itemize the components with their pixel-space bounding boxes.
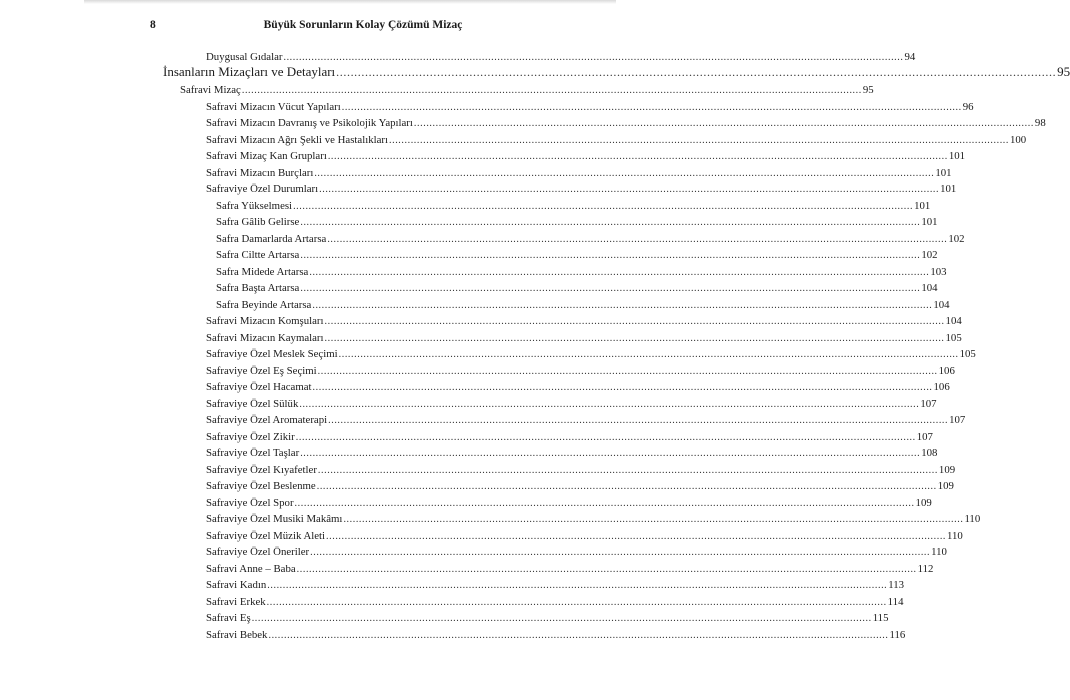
toc-entry-title: Safravi Mizacın Kaymaları [206, 331, 324, 344]
toc-entry [206, 478, 954, 495]
dot-leader: ........................................................................................................................................................................................................ [283, 52, 904, 63]
toc-entry [216, 264, 947, 281]
toc-entry [206, 396, 937, 413]
toc-entry [206, 330, 962, 347]
toc-entry-page: 102 [948, 232, 965, 245]
dot-leader: ........................................................................................................................................................................................................ [341, 101, 962, 113]
dot-leader: ........................................................................................................................................................................................................ [324, 316, 945, 327]
dot-leader: ........................................................................................................................................................................................................ [327, 233, 948, 245]
toc-entry-title: Safraviye Özel Öneriler [206, 546, 310, 558]
toc-entry-page: 106 [938, 364, 955, 377]
toc-entry-page: 103 [930, 265, 947, 278]
toc-entry-page: 95 [1057, 63, 1070, 79]
toc-entry-title: Safravi Mizaç Kan Grupları [206, 150, 327, 162]
toc-entry-page: 112 [917, 562, 934, 575]
dot-leader: ........................................................................................................................................................................................................ [294, 497, 915, 509]
toc-entry-title: Safravi Mizacın Davranış ve Psikolojik Yapıları [206, 117, 413, 129]
toc-entry-page: 110 [947, 529, 963, 542]
toc-entry [206, 363, 955, 380]
toc-entry-title: Safra Midede Artarsa [216, 265, 309, 278]
dot-leader: ........................................................................................................................................................................................................ [310, 547, 931, 558]
toc-entry [206, 313, 962, 330]
toc-entry-page: 107 [916, 430, 933, 443]
toc-entry [206, 99, 974, 116]
toc-entry-title: Safraviye Özel Zikir [206, 430, 295, 443]
toc-entry-page: 109 [915, 496, 932, 509]
toc-entry-page: 101 [914, 199, 931, 212]
toc-entry-page: 105 [959, 348, 976, 360]
dot-leader: ........................................................................................................................................................................................................ [267, 580, 888, 591]
toc-entry-page: 96 [962, 100, 974, 113]
toc-entry-title: Safraviye Özel Taşlar [206, 447, 300, 459]
toc-entry-title: Safravi Mizacın Komşuları [206, 315, 324, 327]
toc-entry-page: 107 [920, 397, 937, 410]
page-header [0, 16, 700, 36]
dot-leader: ........................................................................................................................................................................................................ [338, 349, 959, 360]
toc-entry-page: 109 [937, 480, 954, 492]
dot-leader: ........................................................................................................................................................................................................ [336, 64, 1057, 79]
toc-entry-title: Safra Damarlarda Artarsa [216, 232, 327, 245]
dot-leader: ........................................................................................................................................................................................................ [293, 200, 914, 212]
dot-leader: ........................................................................................................................................................................................................ [266, 596, 887, 608]
toc-entry-page: 98 [1034, 117, 1046, 129]
toc-entry-page: 110 [964, 513, 981, 525]
toc-entry-page: 114 [887, 595, 904, 608]
toc-entry [216, 280, 938, 297]
toc-entry [216, 247, 938, 264]
dot-leader: ........................................................................................................................................................................................................ [300, 217, 921, 228]
toc-entry-title: Safravi Mizacın Vücut Yapıları [206, 100, 341, 113]
toc-entry-title: Safraviye Özel Sülük [206, 397, 299, 410]
toc-entry [206, 528, 963, 545]
toc-entry-page: 100 [1010, 133, 1027, 146]
page-edge [84, 0, 616, 4]
toc-entry-title: Safra Gâlib Gelirse [216, 216, 300, 228]
toc-entry-title: Safraviye Özel Meslek Seçimi [206, 348, 338, 360]
toc-entry-title: Safra Beyinde Artarsa [216, 298, 312, 311]
toc-entry [206, 445, 938, 462]
toc-entry [206, 165, 952, 182]
dot-leader: ........................................................................................................................................................................................................ [317, 365, 938, 377]
dot-leader: ........................................................................................................................................................................................................ [328, 415, 949, 426]
toc-entry-title: İnsanların Mizaçları ve Detayları [163, 63, 336, 79]
toc-entry [180, 82, 874, 99]
dot-leader: ........................................................................................................................................................................................................ [309, 266, 930, 278]
toc-entry-title: Safra Ciltte Artarsa [216, 249, 300, 261]
toc-entry-page: 104 [933, 298, 950, 311]
toc-entry-page: 108 [921, 447, 938, 459]
dot-leader: ........................................................................................................................................................................................................ [268, 629, 889, 641]
dot-leader: ........................................................................................................................................................................................................ [327, 151, 948, 162]
dot-leader: ........................................................................................................................................................................................................ [314, 167, 935, 179]
toc-entry [163, 63, 1070, 81]
toc-entry-page: 105 [945, 331, 962, 344]
toc-entry-title: Safra Başta Artarsa [216, 282, 300, 294]
toc-entry [216, 297, 950, 314]
dot-leader: ........................................................................................................................................................................................................ [295, 431, 916, 443]
toc-entry [206, 462, 956, 479]
dot-leader: ........................................................................................................................................................................................................ [300, 283, 921, 294]
toc-entry [206, 495, 932, 512]
toc-entry-title: Safraviye Özel Eş Seçimi [206, 364, 317, 377]
toc-entry [206, 115, 1046, 132]
dot-leader: ........................................................................................................................................................................................................ [319, 184, 940, 195]
dot-leader: ........................................................................................................................................................................................................ [312, 299, 933, 311]
page-number: 8 [150, 19, 156, 31]
dot-leader: ........................................................................................................................................................................................................ [316, 481, 937, 492]
toc-entry-title: Safraviye Özel Hacamat [206, 381, 312, 393]
dot-leader: ........................................................................................................................................................................................................ [343, 514, 964, 525]
dot-leader: ........................................................................................................................................................................................................ [300, 448, 921, 459]
toc-entry [206, 181, 957, 198]
toc-entry-title: Safravi Kadın [206, 579, 267, 591]
toc-entry-page: 107 [949, 414, 966, 426]
toc-entry-title: Duygusal Gıdalar [206, 51, 283, 63]
toc-entry-page: 104 [921, 282, 938, 294]
toc-entry-page: 115 [872, 612, 889, 624]
toc-entry-title: Safraviye Özel Musiki Makâmı [206, 513, 343, 525]
dot-leader: ........................................................................................................................................................................................................ [324, 332, 945, 344]
toc-entry [206, 594, 904, 611]
dot-leader: ........................................................................................................................................................................................................ [251, 613, 872, 624]
toc-entry-page: 101 [948, 150, 966, 162]
toc-entry [206, 132, 1027, 149]
toc-entry-page: 95 [862, 84, 874, 96]
dot-leader: ........................................................................................................................................................................................................ [312, 382, 933, 393]
toc-entry-title: Safraviye Özel Müzik Aleti [206, 529, 326, 542]
toc-entry-title: Safravi Eş [206, 612, 251, 624]
toc-entry-page: 101 [935, 166, 952, 179]
toc-entry-title: Safravi Mizaç [180, 84, 241, 96]
toc-entry [206, 346, 976, 363]
toc-entry-page: 116 [889, 628, 906, 641]
dot-leader: ........................................................................................................................................................................................................ [389, 134, 1009, 146]
toc-entry [206, 412, 966, 429]
toc-entry [216, 214, 938, 231]
toc-entry-title: Safraviye Özel Aromaterapi [206, 414, 328, 426]
dot-leader: ........................................................................................................................................................................................................ [296, 563, 917, 575]
toc-entry [206, 577, 905, 594]
toc-entry [206, 379, 950, 396]
toc-entry-page: 113 [888, 579, 905, 591]
dot-leader: ........................................................................................................................................................................................................ [326, 530, 947, 542]
dot-leader: ........................................................................................................................................................................................................ [241, 85, 862, 96]
toc-entry-page: 109 [938, 463, 956, 476]
toc-entry [206, 627, 906, 644]
toc-entry-page: 102 [921, 249, 938, 261]
toc-entry-title: Safravi Mizacın Burçları [206, 166, 314, 179]
toc-entry [206, 544, 947, 561]
toc-entry-title: Safra Yükselmesi [216, 199, 293, 212]
toc-entry [206, 511, 981, 528]
toc-entry-page: 101 [921, 216, 938, 228]
toc-entry [206, 148, 966, 165]
toc-entry-title: Safravi Mizacın Ağrı Şekli ve Hastalıkları [206, 133, 388, 146]
dot-leader: ........................................................................................................................................................................................................ [413, 118, 1034, 129]
toc-entry-title: Safravi Erkek [206, 595, 266, 608]
toc-entry [216, 198, 931, 215]
toc-entry [206, 610, 889, 627]
toc-entry [216, 231, 965, 248]
toc-entry-page: 104 [945, 315, 962, 327]
toc-entry-title: Safraviye Özel Kıyafetler [206, 463, 317, 476]
toc-entry-title: Safravi Bebek [206, 628, 268, 641]
toc-entry-page: 94 [904, 51, 916, 63]
toc-entry-title: Safravi Anne – Baba [206, 562, 296, 575]
toc-entry [206, 429, 933, 446]
toc-entry [206, 561, 934, 578]
dot-leader: ........................................................................................................................................................................................................ [317, 464, 938, 476]
toc-entry-title: Safraviye Özel Durumları [206, 183, 319, 195]
dot-leader: ........................................................................................................................................................................................................ [299, 398, 920, 410]
toc-entry-page: 101 [940, 183, 957, 195]
dot-leader: ........................................................................................................................................................................................................ [300, 250, 921, 261]
toc-entry-page: 106 [933, 381, 950, 393]
toc-entry-title: Safraviye Özel Spor [206, 496, 294, 509]
toc-entry-page: 110 [931, 546, 947, 558]
toc-entry-title: Safraviye Özel Beslenme [206, 480, 316, 492]
running-title: Büyük Sorunların Kolay Çözümü Mizaç [263, 19, 463, 31]
